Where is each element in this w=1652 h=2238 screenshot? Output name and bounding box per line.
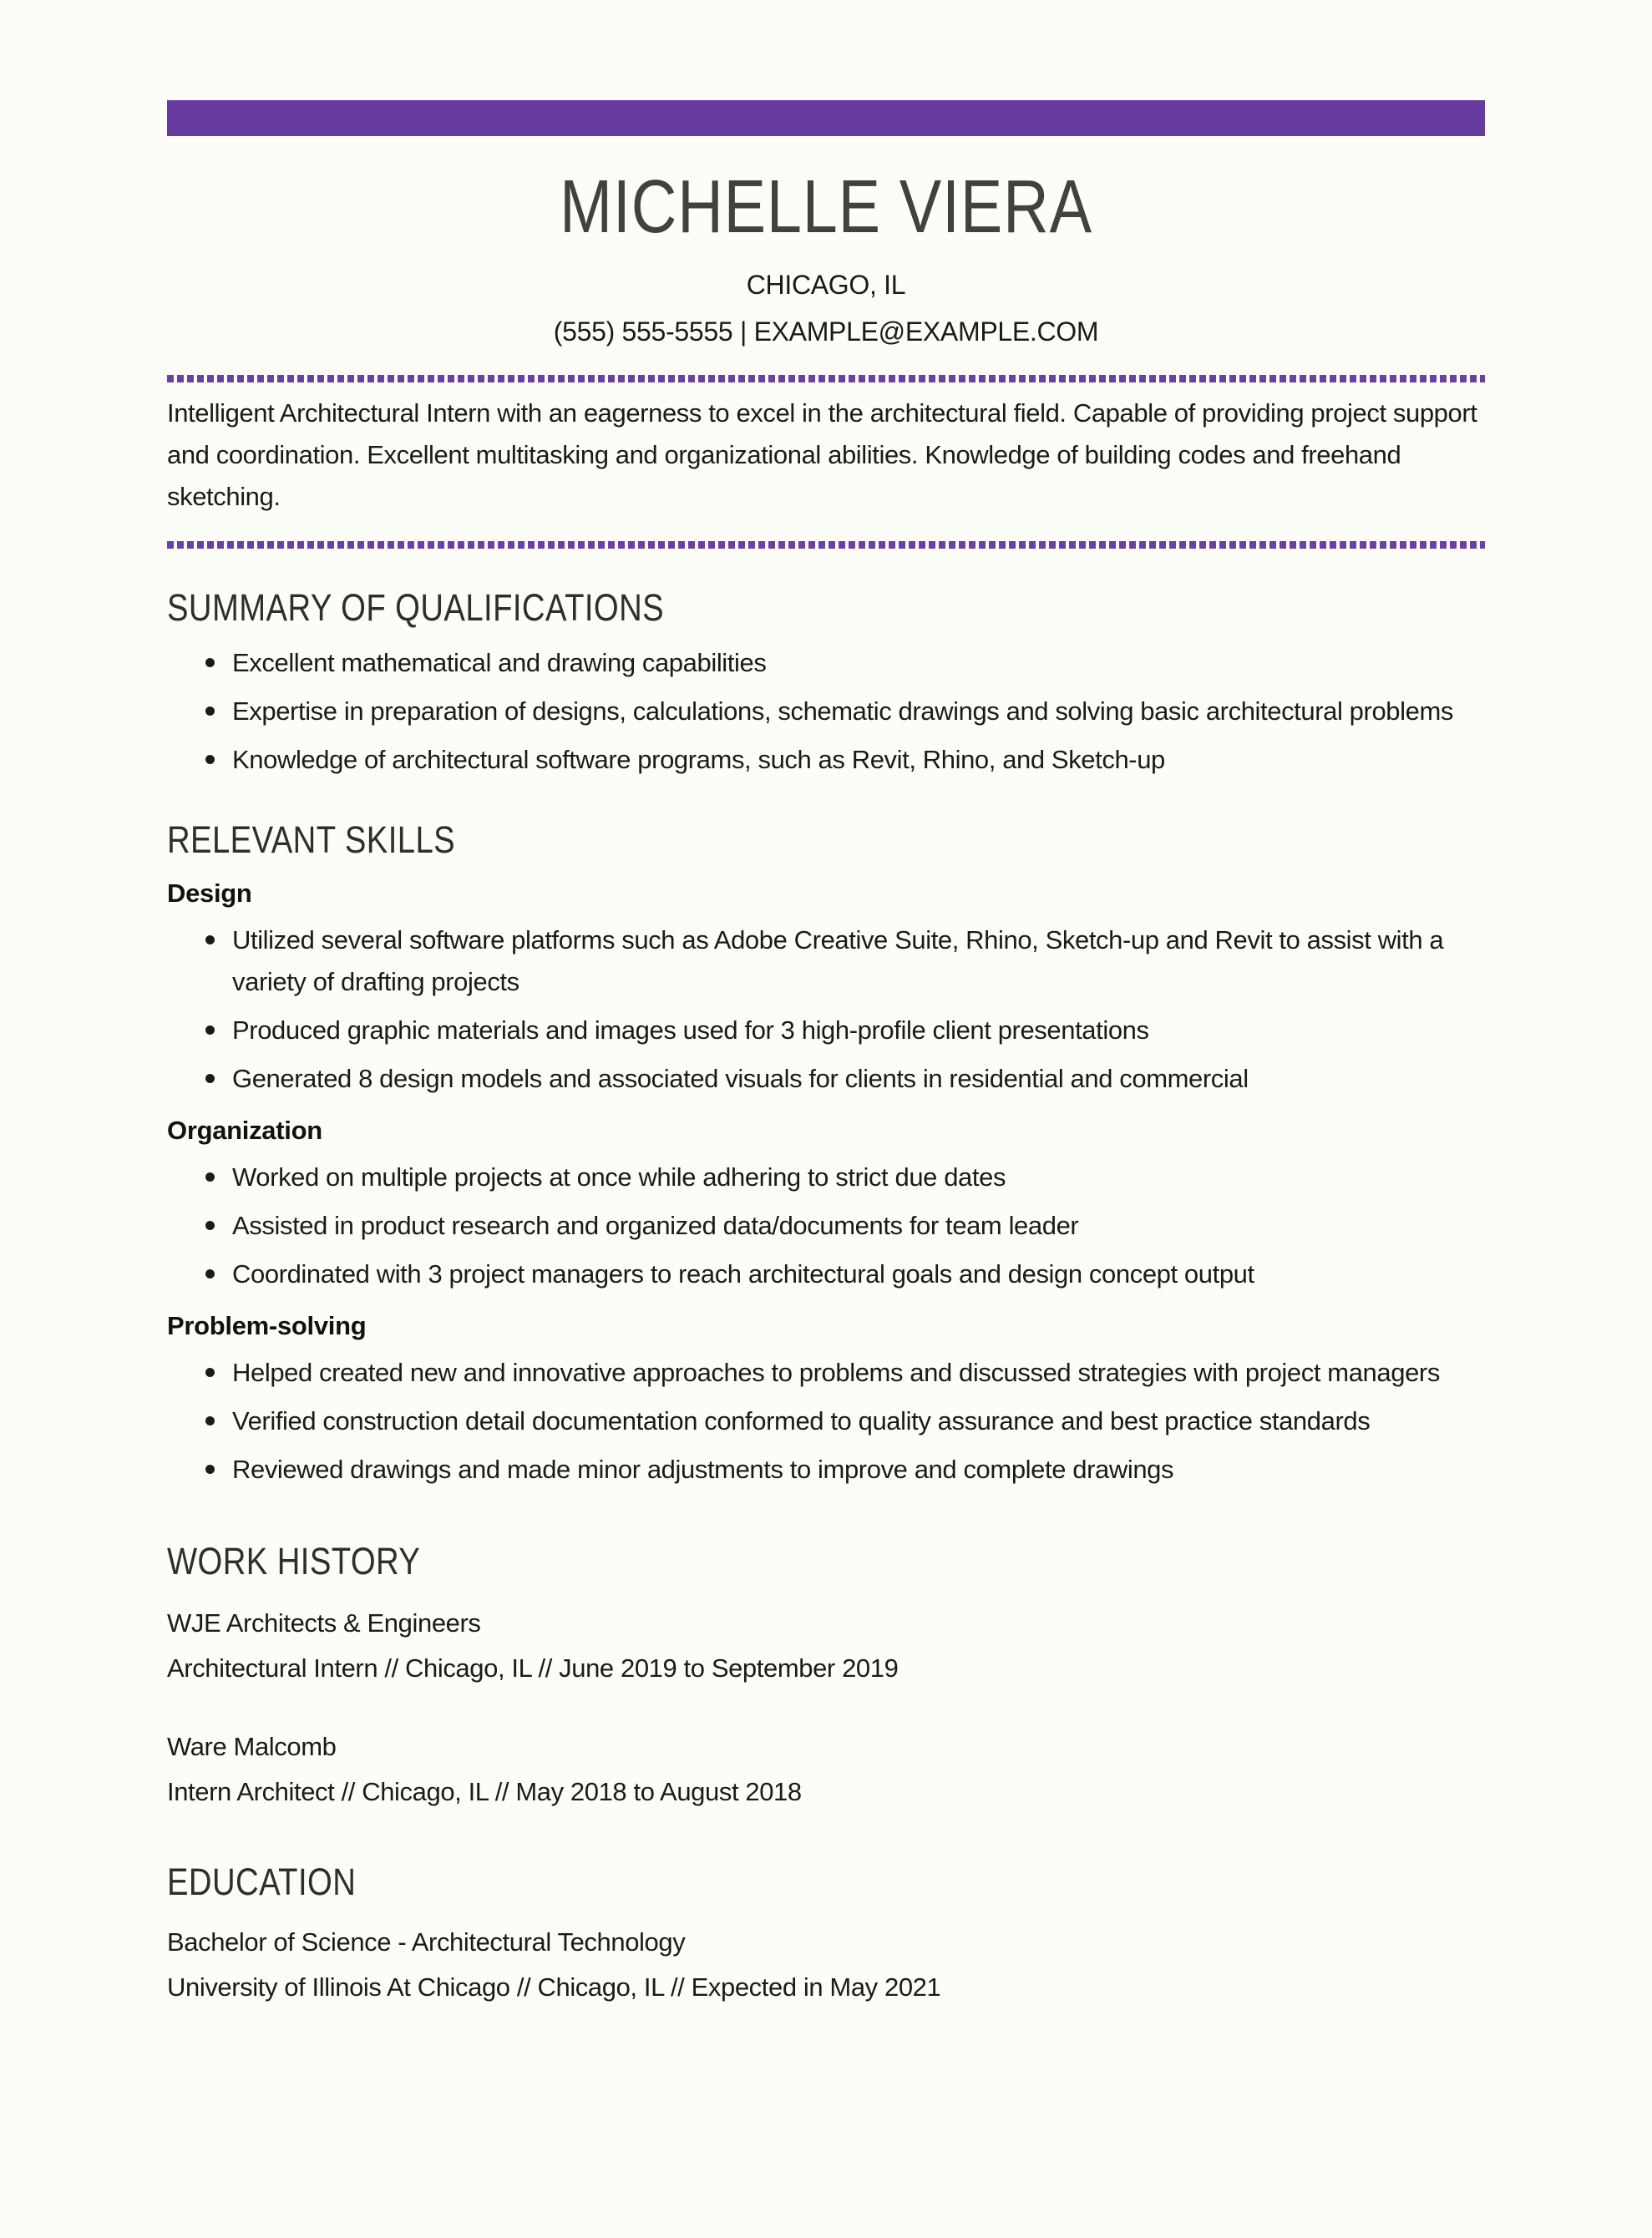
list-item: Excellent mathematical and drawing capabilities xyxy=(167,642,1485,684)
skill-group-label-organization: Organization xyxy=(167,1116,322,1145)
location-line: CHICAGO, IL xyxy=(746,270,906,300)
education-section-title: EDUCATION xyxy=(167,1861,357,1903)
list-item: Knowledge of architectural software programs, such as Revit, Rhino, and Sketch-up xyxy=(167,739,1485,781)
work-history-section-title: WORK HISTORY xyxy=(167,1540,421,1582)
skills-section xyxy=(167,818,1485,1491)
list-item: Expertise in preparation of designs, calculations, schematic drawings and solving basic architectural problems xyxy=(167,691,1485,732)
skill-group-label-design: Design xyxy=(167,878,252,908)
list-item: Generated 8 design models and associated visuals for clients in residential and commercial xyxy=(167,1058,1485,1100)
company-name: WJE Architects & Engineers xyxy=(167,1608,481,1638)
list-item: Utilized several software platforms such as Adobe Creative Suite, Rhino, Sketch-up and Revit to assist with a variety of drafting projects xyxy=(167,919,1485,1003)
job-detail-line: Architectural Intern // Chicago, IL // June 2019 to September 2019 xyxy=(167,1653,899,1683)
job-detail-line: Intern Architect // Chicago, IL // May 2018 to August 2018 xyxy=(167,1777,802,1806)
qualifications-list xyxy=(167,642,1485,781)
education-section xyxy=(167,1860,1485,2008)
list-item: Assisted in product research and organized data/documents for team leader xyxy=(167,1205,1485,1247)
summary-paragraph: Intelligent Architectural Intern with an eagerness to excel in the architectural field. Capable of providing project support and coordination. Excellent multitasking and organizational abilities. Knowledge of building codes and freehand sketching. xyxy=(167,398,1477,511)
resume-page xyxy=(0,100,1652,2238)
list-item: Reviewed drawings and made minor adjustments to improve and complete drawings xyxy=(167,1449,1485,1491)
job-entry xyxy=(167,1726,1485,1813)
list-item: Produced graphic materials and images used for 3 high-profile client presentations xyxy=(167,1010,1485,1051)
list-item: Worked on multiple projects at once while adhering to strict due dates xyxy=(167,1157,1485,1198)
page-title: MICHELLE VIERA xyxy=(560,165,1092,249)
qualifications-section-title: SUMMARY OF QUALIFICATIONS xyxy=(167,586,665,629)
dotted-divider-top xyxy=(167,375,1485,382)
skill-group-label-problem-solving: Problem-solving xyxy=(167,1311,367,1340)
skills-problem-solving-list xyxy=(167,1352,1485,1491)
qualifications-section xyxy=(167,585,1485,781)
list-item: Helped created new and innovative approaches to problems and discussed strategies with project managers xyxy=(167,1352,1485,1394)
list-item: Verified construction detail documentation conformed to quality assurance and best practice standards xyxy=(167,1400,1485,1442)
skills-design-list xyxy=(167,919,1485,1100)
list-item: Coordinated with 3 project managers to reach architectural goals and design concept output xyxy=(167,1253,1485,1295)
degree-line: Bachelor of Science - Architectural Technology xyxy=(167,1927,686,1957)
skills-section-title: RELEVANT SKILLS xyxy=(167,818,456,861)
work-history-section xyxy=(167,1539,1485,1813)
dotted-divider-bottom xyxy=(167,541,1485,549)
company-name: Ware Malcomb xyxy=(167,1732,337,1761)
education-detail-line: University of Illinois At Chicago // Chicago, IL // Expected in May 2021 xyxy=(167,1972,941,2002)
skills-organization-list xyxy=(167,1157,1485,1295)
header-accent-bar xyxy=(167,100,1485,136)
job-entry xyxy=(167,1603,1485,1689)
contact-line: (555) 555-5555 | EXAMPLE@EXAMPLE.COM xyxy=(553,316,1099,347)
